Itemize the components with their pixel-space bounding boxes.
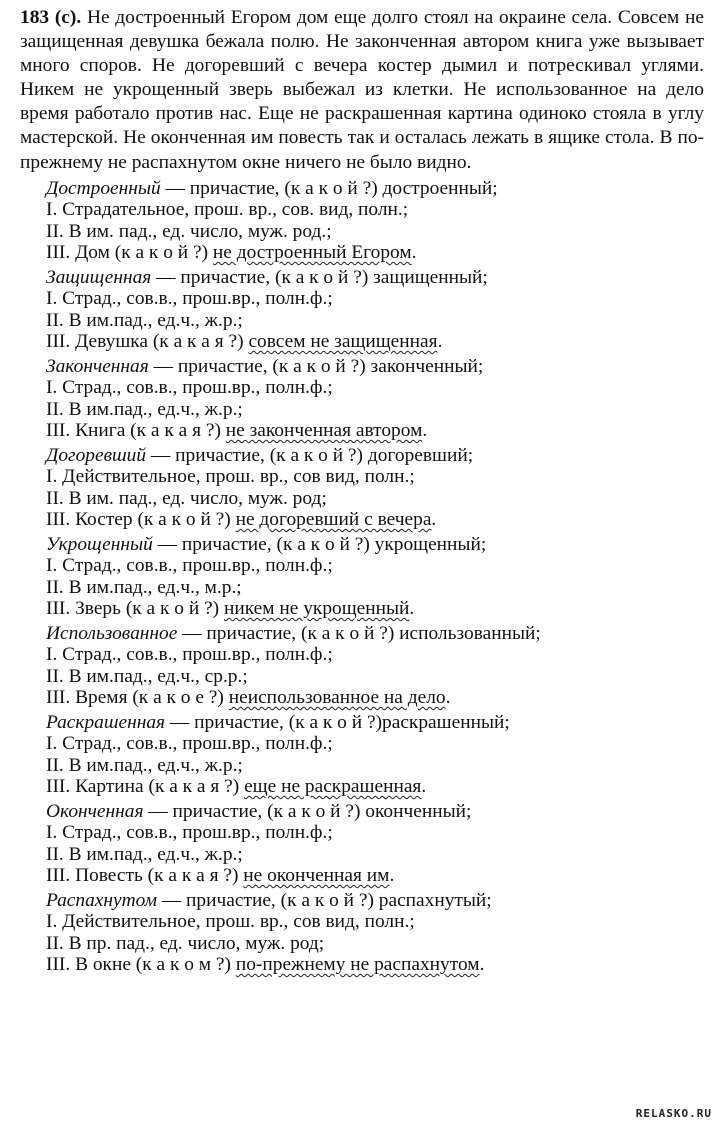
participle-word: Законченная: [46, 355, 149, 377]
underlined-phrase: не оконченная им: [243, 865, 390, 887]
initial-form: ) достроенный;: [371, 177, 498, 199]
initial-form: ) догоревший;: [356, 444, 474, 466]
underlined-phrase: совсем не защищенная: [248, 331, 438, 353]
analysis-block: [46, 712, 704, 798]
heading-question: к а к о й ?: [282, 533, 364, 555]
exercise-number: 183 (с).: [20, 7, 82, 28]
role-end: .: [411, 242, 417, 264]
heading-dash: — причастие, (: [165, 711, 296, 733]
role-end: .: [389, 865, 395, 887]
participle-heading: [46, 267, 704, 289]
variable-features: II. В им.пад., ед.ч., м.р.;: [46, 576, 242, 598]
constant-features: I. Страд., сов.в., прош.вр., полн.ф.;: [46, 555, 333, 577]
role-end: .: [422, 420, 428, 442]
heading-dash: — причастие, (: [160, 177, 291, 199]
role-end: .: [421, 776, 427, 798]
heading-question: к а к о й ?: [281, 266, 362, 288]
watermark: RELASKO.RU: [635, 1107, 712, 1120]
participle-word: Оконченная: [46, 800, 144, 822]
role-prefix: III. Книга (: [46, 420, 137, 442]
participle-word: Достроенный: [46, 177, 161, 199]
underlined-phrase: еще не раскрашенная: [244, 776, 422, 798]
role-end: .: [445, 687, 451, 709]
initial-form: ) использованный;: [387, 622, 541, 644]
role-question: к а к о е ?: [138, 687, 218, 709]
heading-question: к а к о й ?: [295, 711, 376, 733]
role-prefix: III. Девушка (: [46, 331, 160, 353]
analysis-block: [46, 178, 704, 264]
role-paren: ): [201, 242, 213, 264]
heading-dash: — причастие, (: [151, 266, 282, 288]
analysis-block: [46, 801, 704, 887]
variable-features: II. В им. пад., ед. число, муж. род;: [46, 487, 327, 509]
syntactic-role: [46, 776, 704, 798]
role-end: .: [437, 331, 443, 353]
role-end: .: [431, 509, 437, 531]
analysis-block: [46, 890, 704, 976]
heading-question: к а к о й ?: [287, 889, 368, 911]
participle-word: Использованное: [46, 622, 178, 644]
constant-features: I. Страд., сов.в., прош.вр., полн.ф.;: [46, 377, 333, 399]
participle-word: Догоревший: [46, 444, 147, 466]
role-paren: ): [212, 598, 224, 620]
role-prefix: III. Повесть (: [46, 865, 155, 887]
constant-features: I. Страд., сов.в., прош.вр., полн.ф.;: [46, 644, 333, 666]
role-question: к а к о й ?: [121, 242, 202, 264]
participle-heading: [46, 890, 704, 912]
participle-heading: [46, 445, 704, 467]
analysis-block: [46, 623, 704, 709]
role-question: к а к а я ?: [154, 865, 232, 887]
exercise-text: [20, 6, 704, 175]
heading-dash: — причастие, (: [143, 800, 274, 822]
underlined-phrase: по-прежнему не распахнутом: [235, 954, 480, 976]
role-prefix: III. Зверь (: [46, 598, 133, 620]
analysis-block: [46, 267, 704, 353]
constant-features: I. Страд., сов.в., прош.вр., полн.ф.;: [46, 733, 333, 755]
constant-features: I. Страдательное, прош. вр., сов. вид, полн.;: [46, 199, 409, 221]
participle-heading: [46, 534, 704, 556]
variable-features: II. В им. пад., ед. число, муж. род.;: [46, 220, 332, 242]
participle-heading: [46, 712, 704, 734]
underlined-phrase: не достроенный Егором: [212, 242, 412, 264]
page: [20, 6, 704, 976]
participle-heading: [46, 356, 704, 378]
analysis-block: [46, 534, 704, 620]
variable-features: II. В пр. пад., ед. число, муж. род;: [46, 932, 325, 954]
syntactic-role: [46, 331, 704, 353]
role-paren: ): [231, 865, 244, 887]
underlined-phrase: никем не укрощенный: [223, 598, 410, 620]
role-paren: ): [214, 420, 226, 442]
role-question: к а к а я ?: [154, 776, 233, 798]
analysis-block: [46, 445, 704, 531]
heading-question: к а к о й ?: [273, 800, 354, 822]
role-paren: ): [217, 687, 229, 709]
initial-form: ) защищенный;: [361, 266, 488, 288]
role-question: к а к а я ?: [159, 331, 238, 353]
role-prefix: III. Костер (: [46, 509, 144, 531]
role-paren: ): [232, 776, 245, 798]
exercise-body: Не достроенный Егором дом еще долго стоял на окраине села. Совсем не защищенная девушка бежала полю. Не законченная автором книга уже вызывает много споров. Не догоревший с вечера костер дымил и потрескивал углями. Никем не укрощенный зверь выбежал из клетки. Не использованное на дело время работало против нас. Еще не раскрашенная картина одиноко стояла в углу мастерской. Не оконченная им повесть так и осталась лежать в ящике стола. В по-прежнему не распахнутом окне ничего не было видно.: [20, 7, 704, 173]
heading-dash: — причастие, (: [156, 889, 288, 911]
constant-features: I. Действительное, прош. вр., сов вид, полн.;: [46, 911, 415, 933]
heading-dash: — причастие, (: [148, 355, 279, 377]
initial-form: )раскрашенный;: [375, 711, 510, 733]
role-question: к а к о й ?: [132, 598, 213, 620]
variable-features: II. В им.пад., ед.ч., ж.р.;: [46, 754, 243, 776]
heading-question: к а к о й ?: [290, 177, 372, 199]
initial-form: ) законченный;: [359, 355, 484, 377]
syntactic-role: [46, 954, 704, 976]
analysis-block: [46, 356, 704, 442]
role-prefix: III. Дом (: [46, 242, 122, 264]
participle-heading: [46, 801, 704, 823]
role-paren: ): [237, 331, 249, 353]
heading-question: к а к о й ?: [276, 444, 357, 466]
constant-features: I. Действительное, прош. вр., сов вид, полн.;: [46, 466, 415, 488]
role-prefix: III. Картина (: [46, 776, 155, 798]
variable-features: II. В им.пад., ед.ч., ж.р.;: [46, 843, 243, 865]
role-question: к а к о м ?: [142, 954, 225, 976]
underlined-phrase: не законченная автором: [225, 420, 423, 442]
role-end: .: [479, 954, 485, 976]
role-prefix: III. Время (: [46, 687, 139, 709]
participle-word: Распахнутом: [46, 889, 157, 911]
participle-word: Укрощенный: [46, 533, 153, 555]
syntactic-role: [46, 420, 704, 442]
underlined-phrase: не догоревший с вечера: [235, 509, 432, 531]
role-end: .: [409, 598, 415, 620]
participle-heading: [46, 623, 704, 645]
role-paren: ): [224, 509, 236, 531]
role-question: к а к о й ?: [143, 509, 225, 531]
syntactic-role: [46, 598, 704, 620]
syntactic-role: [46, 687, 704, 709]
heading-question: к а к о й ?: [307, 622, 388, 644]
underlined-phrase: неиспользованное на дело: [228, 687, 446, 709]
participle-heading: [46, 178, 704, 200]
analysis-list: [20, 178, 704, 976]
heading-dash: — причастие, (: [146, 444, 277, 466]
initial-form: ) укрощенный;: [363, 533, 487, 555]
syntactic-role: [46, 865, 704, 887]
variable-features: II. В им.пад., ед.ч., ж.р.;: [46, 398, 243, 420]
constant-features: I. Страд., сов.в., прош.вр., полн.ф.;: [46, 822, 333, 844]
variable-features: II. В им.пад., ед.ч., ж.р.;: [46, 309, 243, 331]
role-question: к а к а я ?: [136, 420, 215, 442]
constant-features: I. Страд., сов.в., прош.вр., полн.ф.;: [46, 288, 333, 310]
variable-features: II. В им.пад., ед.ч., ср.р.;: [46, 665, 248, 687]
role-prefix: III. В окне (: [46, 954, 143, 976]
heading-dash: — причастие, (: [177, 622, 308, 644]
role-paren: ): [224, 954, 236, 976]
initial-form: ) оконченный;: [353, 800, 472, 822]
syntactic-role: [46, 242, 704, 264]
heading-dash: — причастие, (: [152, 533, 283, 555]
participle-word: Защищенная: [46, 266, 152, 288]
heading-question: к а к о й ?: [278, 355, 360, 377]
initial-form: ) распахнутый;: [367, 889, 492, 911]
syntactic-role: [46, 509, 704, 531]
participle-word: Раскрашенная: [46, 711, 166, 733]
